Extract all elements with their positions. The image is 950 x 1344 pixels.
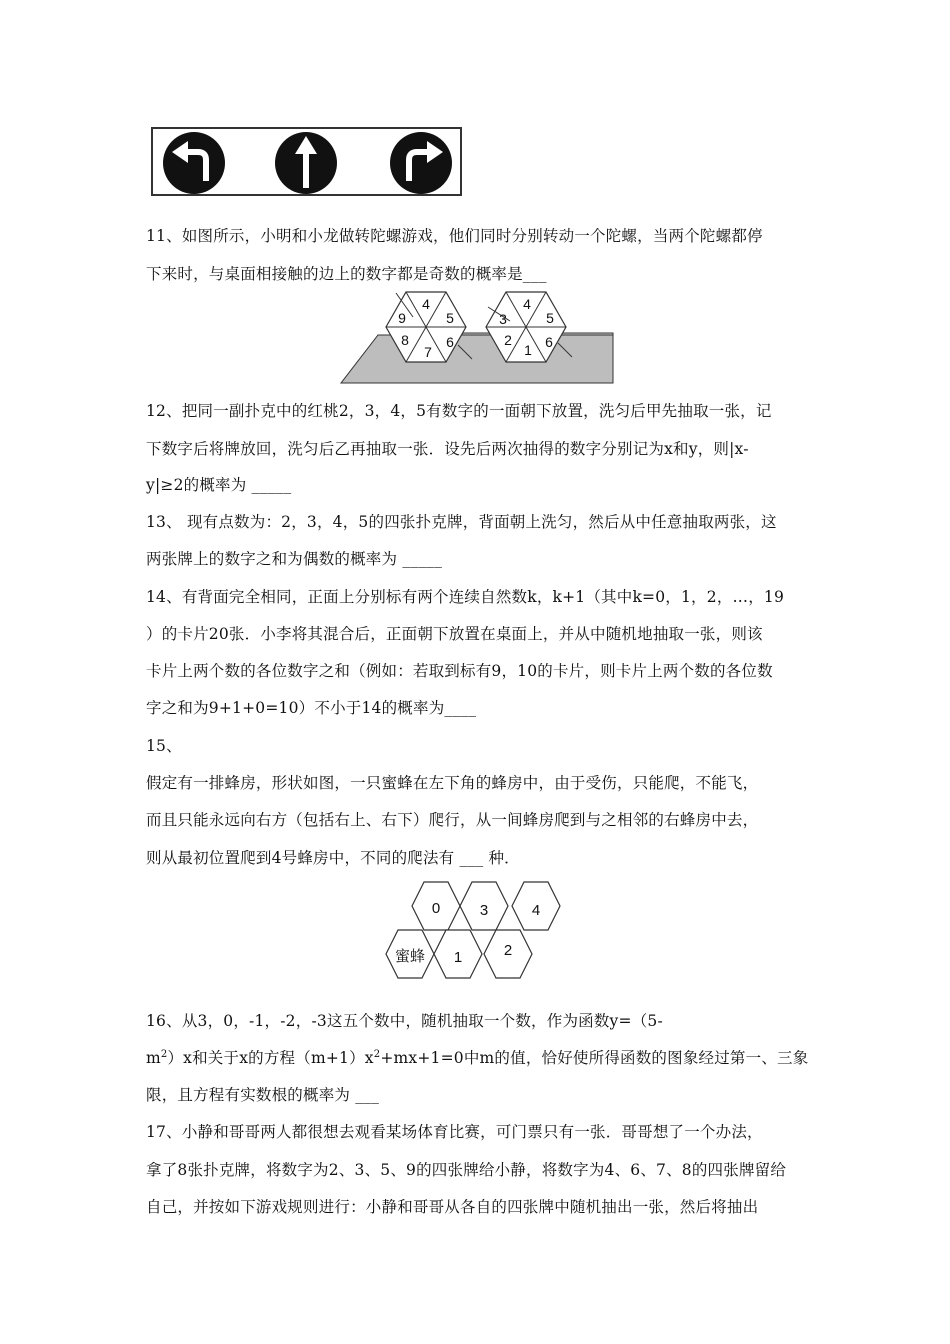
straight-up-arrow-icon: [275, 132, 337, 194]
right-top-label-5: 5: [546, 310, 554, 326]
q16-line-2-a: m: [146, 1049, 161, 1067]
q15-line-1: 假定有一排蜂房，形状如图，一只蜜蜂在左下角的蜂房中，由于受伤，只能爬，不能飞，: [146, 774, 759, 792]
right-bottom-label-1: 1: [524, 342, 532, 358]
q17-line-1: 17、小静和哥哥两人都很想去观看某场体育比赛，可门票只有一张．哥哥想了一个办法，: [146, 1123, 763, 1141]
right-bottom-label-6: 6: [545, 334, 553, 350]
q17-line-2: 拿了8张扑克牌，将数字为2、3、5、9的四张牌给小静，将数字为4、6、7、8的四张牌留给: [146, 1161, 787, 1179]
cell-label-bee: 蜜蜂: [394, 947, 426, 965]
q17-line-3: 自己，并按如下游戏规则进行：小静和哥哥从各自的四张牌中随机抽出一张，然后将抽出: [146, 1198, 759, 1216]
q16-line-3: 限，且方程有实数根的概率为 ___: [146, 1086, 380, 1104]
q12-line-2: 下数字后将牌放回，洗匀后乙再抽取一张．设先后两次抽得的数字分别记为x和y，则|x-: [146, 440, 749, 458]
turn-right-arrow-icon: [390, 132, 452, 194]
q13-line-2: 两张牌上的数字之和为偶数的概率为 _____: [146, 550, 443, 568]
q16-line-2: [146, 1046, 808, 1068]
left-top-label-4: 4: [422, 296, 430, 312]
q12-line-3: y|≥2的概率为 _____: [146, 476, 292, 494]
q14-line-1: 14、有背面完全相同，正面上分别标有两个连续自然数k，k+1（其中k=0，1，2，…，19: [146, 588, 785, 606]
q11-line-1: 11、如图所示，小明和小龙做转陀螺游戏，他们同时分别转动一个陀螺，当两个陀螺都停: [146, 227, 763, 245]
q14-line-2: ）的卡片20张．小李将其混合后，正面朝下放置在桌面上，并从中随机地抽取一张，则该: [146, 625, 763, 643]
cell-label-4: 4: [531, 902, 541, 919]
q15-number: 15、: [146, 737, 182, 755]
left-bottom-label-6: 6: [446, 334, 454, 350]
q16-line-2-b: ）x和关于x的方程（m+1）x: [167, 1049, 374, 1067]
q16-superscript-1: 2: [160, 1048, 168, 1060]
q16-superscript-2: 2: [373, 1048, 381, 1060]
left-top-label-9: 9: [398, 310, 406, 326]
right-top-label-4: 4: [523, 296, 531, 312]
cell-label-1: 1: [453, 949, 463, 966]
q15-line-3: 则从最初位置爬到4号蜂房中，不同的爬法有 ___ 种．: [146, 849, 520, 867]
right-top-label-3: 3: [499, 311, 507, 327]
q11-line-2: 下来时，与桌面相接触的边上的数字都是奇数的概率是___: [146, 265, 547, 283]
tops-figure: [338, 287, 618, 387]
q16-line-2-c: +mx+1=0中m的值，恰好使所得函数的图象经过第一、三象: [380, 1049, 809, 1067]
turn-left-arrow-icon: [163, 132, 225, 194]
q13-line-1: 13、 现有点数为：2，3，4，5的四张扑克牌，背面朝上洗匀，然后从中任意抽取两张，这: [146, 513, 777, 531]
q14-line-3: 卡片上两个数的各位数字之和（例如：若取到标有9，10的卡片，则卡片上两个数的各位数: [146, 662, 773, 680]
q15-line-2: 而且只能永远向右方（包括右上、右下）爬行，从一间蜂房爬到与之相邻的右蜂房中去，: [146, 811, 759, 829]
right-bottom-label-2: 2: [504, 332, 512, 348]
q14-line-4: 字之和为9+1+0=10）不小于14的概率为____: [146, 699, 477, 717]
q12-line-1: 12、把同一副扑克中的红桃2，3，4，5有数字的一面朝下放置，洗匀后甲先抽取一张，记: [146, 402, 772, 420]
traffic-arrows-figure: [150, 126, 465, 198]
cell-label-3: 3: [479, 902, 489, 919]
left-bottom-label-8: 8: [401, 332, 409, 348]
q16-line-1: 16、从3，0，-1，-2，-3这五个数中，随机抽取一个数，作为函数y=（5-: [146, 1012, 663, 1030]
left-top-label-5: 5: [446, 310, 454, 326]
left-bottom-label-7: 7: [424, 344, 432, 360]
cell-label-2: 2: [503, 942, 513, 959]
honeycomb-figure: [384, 880, 568, 982]
cell-label-0: 0: [431, 900, 441, 917]
